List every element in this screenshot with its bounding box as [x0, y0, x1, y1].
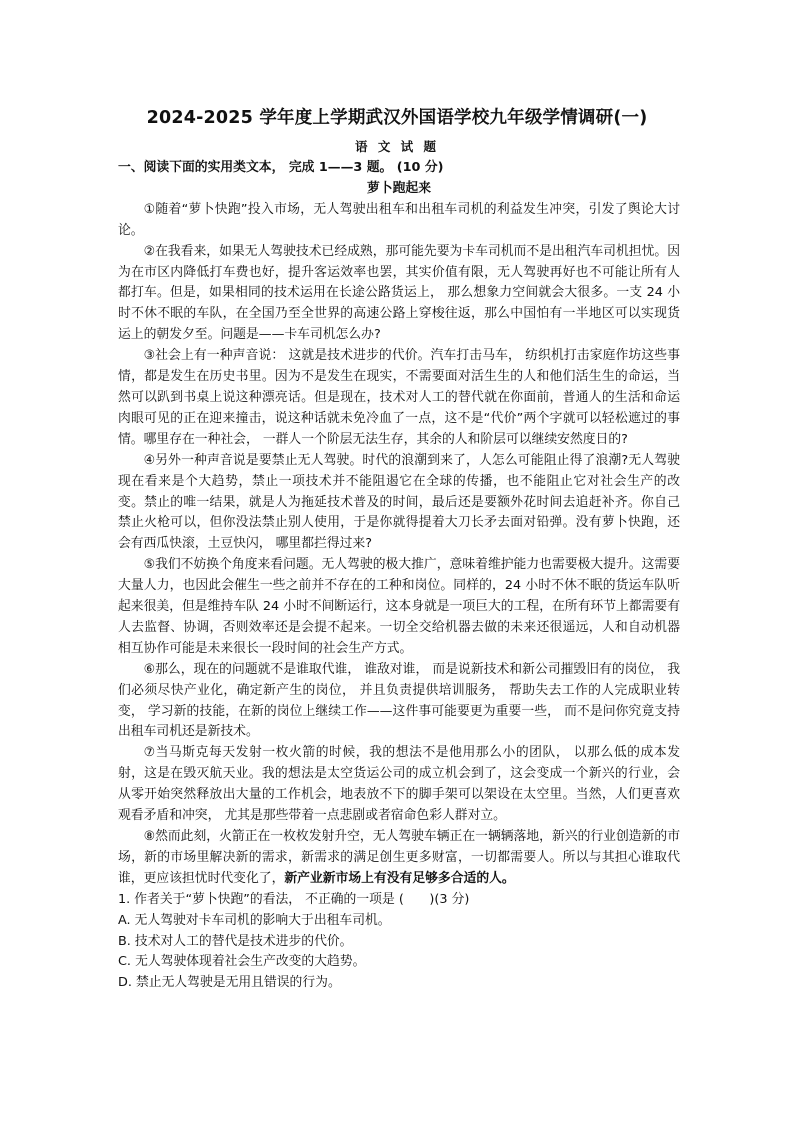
section-heading: 一、阅读下面的实用类文本， 完成 1——3 题。 (10 分)	[118, 160, 444, 175]
article-title: 萝卜跑起来	[367, 180, 431, 196]
question-1-option-b: B. 技术对人工的替代是技术进步的代价。	[118, 933, 353, 949]
paragraph-8-text: ⑧然而此刻，火箭正在一枚枚发射升空，无人驾驶车辆正在一辆辆落地，新兴的行业创造新的市场，新的市场里解决新的需求，新需求的满足创生更多财富，一切都需要人。所以与其担心谁取代谁，更应该担忧时代变化了，	[118, 829, 680, 886]
paragraph-2: ②在我看来，如果无人驾驶技术已经成熟，那可能先要为卡车司机而不是出租汽车司机担忧。因为在市区内降低打车费也好，提升客运效率也罢，其实价值有限，无人驾驶再好也不可能让所有人都打车。但是，如果相同的技术运用在长途公路货运上， 那么想象力空间就会大很多。一支 24 小时不休不眠的车队，在全国乃至全世界的高速公路上穿梭往返，那么中国怕有一半地区可以实现货运上的朝发夕至。问题是——卡车司机怎么办?	[118, 243, 680, 343]
paragraph-3: ③社会上有一种声音说： 这就是技术进步的代价。汽车打击马车， 纺织机打击家庭作坊这些事情，都是发生在历史书里。因为不是发生在现实，不需要面对活生生的人和他们活生生的命运，当然可以趴到书桌上说这种漂亮话。但是现在，技术对人工的替代就在你面前，普通人的生活和命运肉眼可见的正在迎来撞击，说这种话就未免冷血了一点，这不是“代价”两个字就可以轻松遮过的事情。哪里存在一种社会， 一群人一个阶层无法生存，其余的人和阶层可以继续安然度日的?	[118, 348, 680, 447]
paragraph-8-bold-conclusion: 新产业新市场上有没有足够多合适的人。	[284, 870, 515, 886]
paragraph-1: ①随着“萝卜快跑”投入市场，无人驾驶出租车和出租车司机的利益发生冲突，引发了舆论大讨论。	[118, 201, 680, 238]
exam-content	[118, 158, 680, 994]
paragraph-6: ⑥那么，现在的问题就不是谁取代谁， 谁敌对谁， 而是说新技术和新公司摧毁旧有的岗位， 我们必须尽快产业化，确定新产生的岗位， 并且负责提供培训服务， 帮助失去工作的人完成职业转变， 学习新的技能，在新的岗位上继续工作——这件事可能要更为重要一些， 而不是问你究竟支持出租车司机还是新技术。	[118, 661, 680, 740]
question-1-stem: 1. 作者关于“萝卜快跑”的看法， 不正确的一项是 ( )(3 分)	[118, 891, 470, 907]
question-1-option-a: A. 无人驾驶对卡车司机的影响大于出租车司机。	[118, 912, 391, 928]
question-1-option-c: C. 无人驾驶体现着社会生产改变的大趋势。	[118, 954, 366, 970]
question-1-option-d: D. 禁止无人驾驶是无用且错误的行为。	[118, 975, 341, 991]
exam-title: 2024-2025 学年度上学期武汉外国语学校九年级学情调研(一)	[146, 108, 648, 128]
subject-heading: 语 文 试 题	[354, 139, 440, 154]
paragraph-7: ⑦当马斯克每天发射一枚火箭的时候，我的想法不是他用那么小的团队， 以那么低的成本发射，这是在毁灭航天业。我的想法是太空货运公司的成立机会到了，这会变成一个新兴的行业，会从零开始突然释放出大量的工作机会，地表放不下的脚手架可以架设在太空里。当然，人们更喜欢观看矛盾和冲突， 尤其是那些带着一点悲剧或者宿命色彩人群对立。	[118, 745, 680, 824]
paragraph-4: ④另外一种声音说是要禁止无人驾驶。时代的浪潮到来了，人怎么可能阻止得了浪潮?无人驾驶现在看来是个大趋势，禁止一项技术并不能阻遏它在全球的传播，也不能阻止它对社会生产的改变。禁止的唯一结果，就是人为拖延技术普及的时间，最后还是要额外花时间去追赶补齐。你自己禁止火枪可以，但你没法禁止别人使用，于是你就得提着大刀长矛去面对铅弹。没有萝卜快跑，还会有西瓜快滚，土豆快闪， 哪里都拦得过来?	[118, 452, 680, 552]
paragraph-5: ⑤我们不妨换个角度来看问题。无人驾驶的极大推广，意味着维护能力也需要极大提升。这需要大量人力，也因此会催生一些之前并不存在的工种和岗位。同样的，24 小时不休不眠的货运车队听起来很美，但是维持车队 24 小时不间断运行，这本身就是一项巨大的工程，在所有环节上都需要有人去监督、协调，否则效率还是会提不起来。一切全交给机器去做的未来还很遥远，人和自动机器相互协作可能是未来很长一段时间的社会生产方式。	[118, 557, 680, 656]
paragraph-8	[118, 827, 680, 890]
